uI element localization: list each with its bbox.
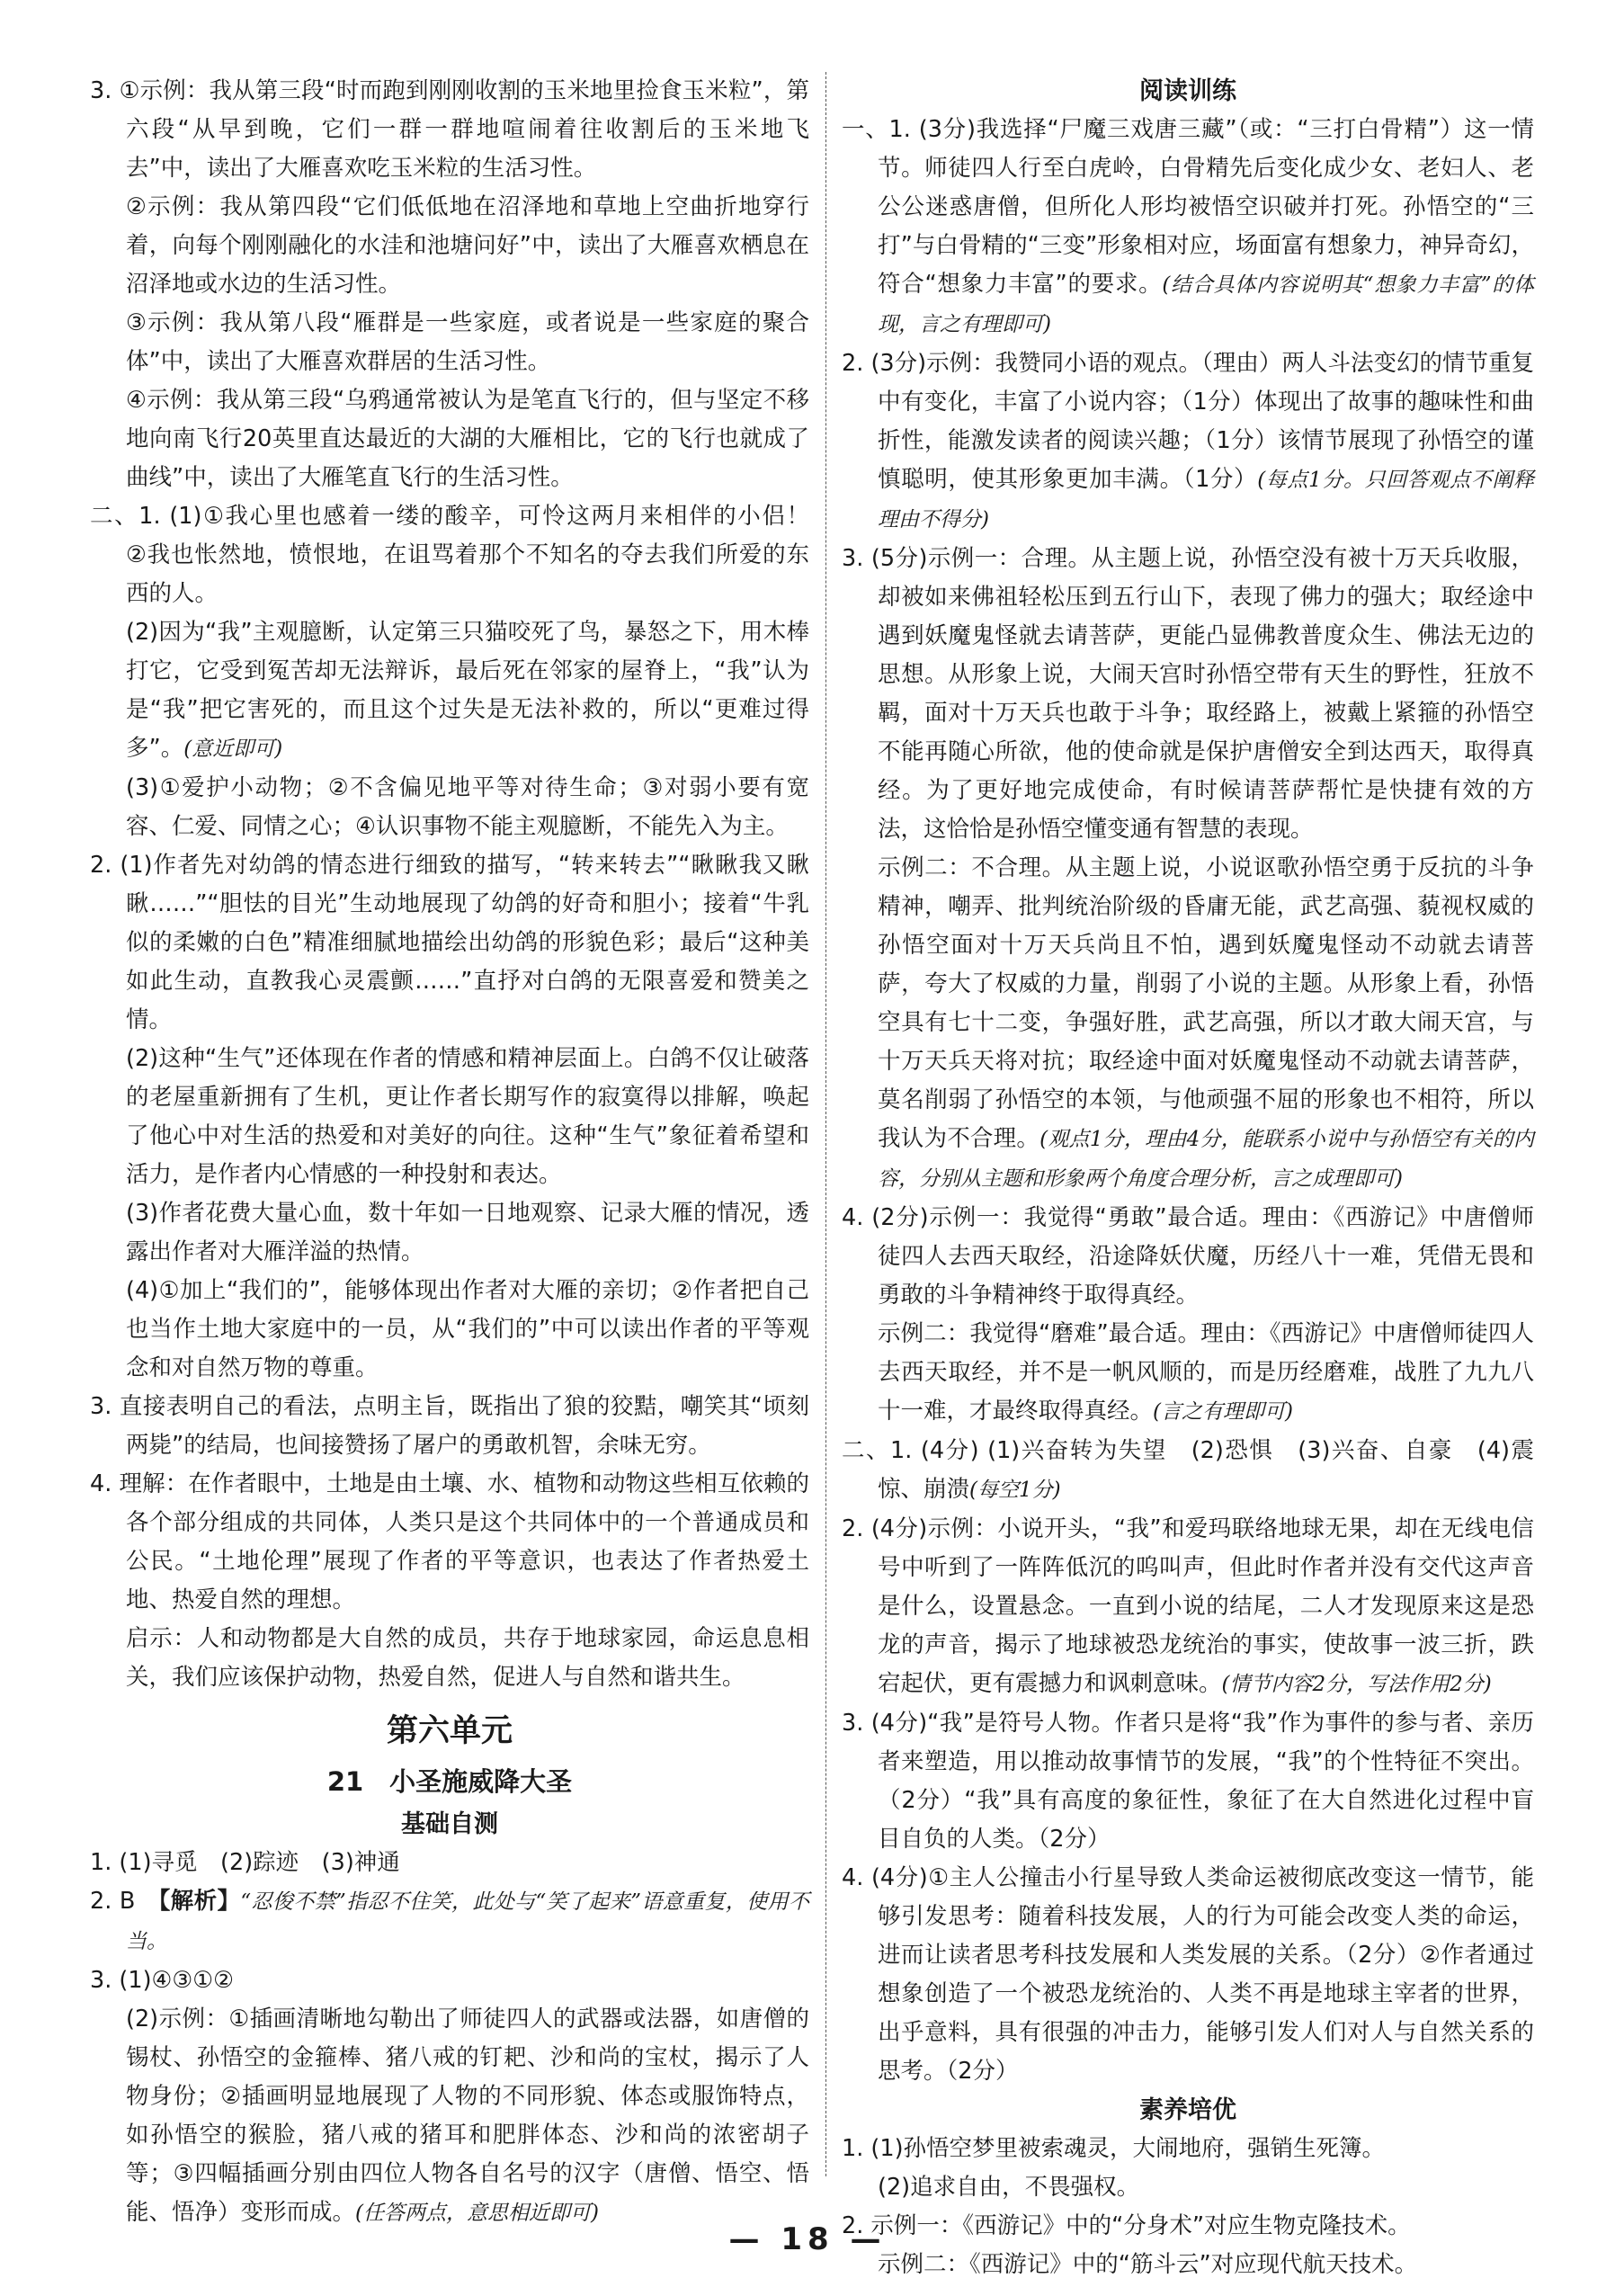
answer-paragraph xyxy=(90,613,809,769)
answer-paragraph xyxy=(90,188,809,304)
answer-paragraph xyxy=(90,1882,809,1961)
answer-paragraph xyxy=(90,2000,809,2233)
answer-text: 3. 直接表明自己的看法，点明主旨，既指出了狼的狡黠，嘲笑其“顷刻两毙”的结局，也间接赞扬了屠户的勇敢机智，余味无穷。 xyxy=(90,1393,809,1459)
scoring-note: (每点1分。只回答观点不阐释理由不得分) xyxy=(878,469,1535,532)
unit-title: 第六单元 xyxy=(386,1713,513,1749)
answer-paragraph xyxy=(90,846,809,1040)
answer-text: 示例二：我觉得“磨难”最合适。理由：《西游记》中唐僧师徒四人去西天取经，并不是一帆风顺的，而是历经磨难，战胜了九九八十一难，才最终取得真经。 xyxy=(878,1320,1534,1425)
column-divider xyxy=(825,72,826,2176)
scoring-note: (言之有理即可) xyxy=(1153,1400,1293,1424)
answer-paragraph xyxy=(90,381,809,497)
answer-text: 4. 理解：在作者眼中，土地是由土壤、水、植物和动物这些相互依赖的各个部分组成的共同体，人类只是这个共同体中的一个普通成员和公民。“土地伦理”展现了作者的平等意识，也表达了作者热爱土地、热爱自然的理想。 xyxy=(90,1470,809,1613)
answer-paragraph xyxy=(90,1040,809,1194)
answer-text: ③示例：我从第八段“雁群是一些家庭，或者说是一些家庭的聚合体”中，读出了大雁喜欢群居的生活习性。 xyxy=(126,309,809,375)
answer-text: 示例二：《西游记》中的“筋斗云”对应现代航天技术。 xyxy=(878,2251,1418,2278)
basic-answer-list xyxy=(90,1844,809,2233)
answer-text: (3)①爱护小动物；②不含偏见地平等对待生命；③对弱小要有宽容、仁爱、同情之心；④认识事物不能主观臆断，不能先入为主。 xyxy=(126,774,809,840)
scoring-note: (任答两点，意思相近即可) xyxy=(355,2202,599,2225)
left-column xyxy=(90,72,833,2233)
right-column xyxy=(842,72,1534,2284)
scoring-note: (观点1分，理由4分，能联系小说中与孙悟空有关的内容，分别从主题和形象两个角度合理分析，言之成理即可) xyxy=(878,1128,1534,1191)
answer-paragraph xyxy=(90,497,833,613)
answer-paragraph xyxy=(90,1620,809,1697)
answer-paragraph xyxy=(842,2130,1534,2168)
answer-paragraph xyxy=(90,1388,809,1465)
answer-text: 3. (5分)示例一：合理。从主题上说，孙悟空没有被十万天兵收服，却被如来佛祖轻松压到五行山下，表现了佛力的强大；取经途中遇到妖魔鬼怪就去请菩萨，更能凸显佛教普度众生、佛法无边的思想。从形象上说，大闹天宫时孙悟空带有天生的野性，狂放不羁，面对十万天兵也敢于斗争；取经路上，被戴上紧箍的孙悟空不能再随心所欲，他的使命就是保护唐僧安全到达西天，取得真经。为了更好地完成使命，有时候请菩萨帮忙是快捷有效的方法，这恰恰是孙悟空懂变通有智慧的表现。 xyxy=(842,545,1534,843)
answer-text: 启示：人和动物都是大自然的成员，共存于地球家园，命运息息相关，我们应该保护动物，热爱自然，促进人与自然和谐共生。 xyxy=(126,1625,809,1691)
answer-text: 1. (1)孙悟空梦里被索魂灵，大闹地府，强销生死簿。 xyxy=(842,2135,1386,2162)
answer-text: ④示例：我从第三段“乌鸦通常被认为是笔直飞行的，但与坚定不移地向南飞行20英里直达最近的大湖的大雁相比，它的飞行也就成了曲线”中，读出了大雁笔直飞行的生活习性。 xyxy=(126,387,809,491)
answer-text: (2)追求自由，不畏强权。 xyxy=(878,2174,1140,2201)
page-number: — 18 — xyxy=(728,2221,887,2257)
answer-paragraph xyxy=(90,1465,809,1620)
reading-answer-list xyxy=(842,111,1534,2091)
answer-text: 二、1. (1)①我心里也感着一缕的酸辛，可怜这两月来相伴的小侣！ ②我也怅然地，愤恨地，在诅骂着那个不知名的夺去我们所爱的东西的人。 xyxy=(90,503,833,607)
answer-text: 2. (3分)示例：我赞同小语的观点。（理由）两人斗法变幻的情节重复中有变化，丰富了小说内容；（1分）体现出了故事的趣味性和曲折性，能激发读者的阅读兴趣；（1分）该情节展现了孙悟空的谨慎聪明，使其形象更加丰满。（1分） xyxy=(842,350,1534,493)
analysis-tag: 【解析】 xyxy=(158,1888,241,1915)
answer-paragraph xyxy=(842,1510,1534,1704)
answer-text: (3)作者花费大量心血，数十年如一日地观察、记录大雁的情况，透露出作者对大雁洋溢的热情。 xyxy=(126,1200,809,1265)
scoring-note: (情节内容2分，写法作用2分) xyxy=(1221,1673,1492,1696)
answer-paragraph xyxy=(90,304,809,381)
answer-paragraph xyxy=(842,1859,1534,2091)
answer-paragraph xyxy=(842,849,1534,1199)
answer-text: ②示例：我从第四段“它们低低地在沼泽地和草地上空曲折地穿行着，向每个刚刚融化的水洼和池塘问好”中，读出了大雁喜欢栖息在沼泽地或水边的生活习性。 xyxy=(126,193,809,298)
answer-text: 3. (1)④③①② xyxy=(90,1967,234,1994)
answer-text: 1. (1)寻觅 (2)踪迹 (3)神通 xyxy=(90,1849,400,1876)
answer-text: 3. ①示例：我从第三段“时而跑到刚刚收割的玉米地里捡食玉米粒”，第六段“从早到晚，它们一群一群地喧闹着往收割后的玉米地飞去”中，读出了大雁喜欢吃玉米粒的生活习性。 xyxy=(90,77,809,182)
answer-paragraph xyxy=(842,1704,1534,1859)
answer-text: 示例二：不合理。从主题上说，小说讴歌孙悟空勇于反抗的斗争精神，嘲弄、批判统治阶级的昏庸无能，武艺高强、藐视权威的孙悟空面对十万天兵尚且不怕，遇到妖魔鬼怪动不动就去请菩萨，夸大了权威的力量，削弱了小说的主题。从形象上看，孙悟空具有七十二变，争强好胜，武艺高强，所以才敢大闹天宫，与十万天兵天将对抗；取经途中面对妖魔鬼怪动不动就去请菩萨，莫名削弱了孙悟空的本领，与他顽强不屈的形象也不相符，所以我认为不合理。 xyxy=(878,854,1534,1152)
answer-paragraph xyxy=(90,1194,809,1272)
lesson-title: 21 小圣施威降大圣 xyxy=(326,1766,573,1797)
scoring-note: “忍俊不禁”指忍不住笑，此处与“笑了起来”语意重复，使用不当。 xyxy=(126,1890,809,1953)
answer-paragraph xyxy=(842,344,1534,540)
answer-text: 4. (4分)①主人公撞击小行星导致人类命运被彻底改变这一情节，能够引发思考：随着科技发展，人的行为可能会改变人类的命运，进而让读者思考科技发展和人类发展的关系。（2分）②作者通过想象创造了一个被恐龙统治的、人类不再是地球主宰者的世界，出乎意料，具有很强的冲击力，能够引发人们对人与自然关系的思考。（2分） xyxy=(842,1864,1534,2085)
answer-text: 2. (4分)示例：小说开头，“我”和爱玛联络地球无果，却在无线电信号中听到了一阵阵低沉的呜叫声，但此时作者并没有交代这声音是什么，设置悬念。一直到小说的结尾，二人才发现原来这是恐龙的声音，揭示了地球被恐龙统治的事实，使故事一波三折，跌宕起伏，更有震撼力和讽刺意味。 xyxy=(842,1515,1534,1697)
answer-paragraph xyxy=(842,1315,1534,1432)
answer-text: 4. (2分)示例一：我觉得“勇敢”最合适。理由：《西游记》中唐僧师徒四人去西天取经，沿途降妖伏魔，历经八十一难，凭借无畏和勇敢的斗争精神终于取得真经。 xyxy=(842,1204,1534,1309)
answer-paragraph xyxy=(90,1844,809,1882)
answer-paragraph xyxy=(842,2168,1534,2207)
answer-paragraph xyxy=(90,769,809,846)
answer-text: 2. B xyxy=(90,1888,159,1915)
answer-text: 3. (4分)“我”是符号人物。作者只是将“我”作为事件的参与者、亲历者来塑造，用以推动故事情节的发展，“我”的个性特征不突出。（2分）“我”具有高度的象征性，象征了在大自然进化过程中盲目自负的人类。（2分） xyxy=(842,1710,1534,1853)
quality-answer-list xyxy=(842,2130,1534,2284)
answer-paragraph xyxy=(90,1961,809,2000)
scoring-note: (每空1分) xyxy=(969,1479,1061,1502)
answer-text: 2. (1)作者先对幼鸽的情态进行细致的描写，“转来转去”“瞅瞅我又瞅瞅……”“胆怯的目光”生动地展现了幼鸽的好奇和胆小；接着“牛乳似的柔嫩的白色”精准细腻地描绘出幼鸽的形貌色彩；最后“这种美如此生动，直教我心灵震颤……”直抒对白鸽的无限喜爱和赞美之情。 xyxy=(90,852,809,1033)
basic-section-title: 基础自测 xyxy=(401,1810,498,1838)
answer-paragraph xyxy=(90,72,809,188)
answer-text: 二、1. (4分) (1)兴奋转为失望 (2)恐惧 (3)兴奋、自豪 (4)震惊、崩溃 xyxy=(842,1437,1534,1503)
answer-paragraph xyxy=(842,540,1534,849)
answer-paragraph xyxy=(842,111,1534,344)
answer-paragraph xyxy=(90,1272,809,1388)
answer-text: 一、1. (3分)我选择“尸魔三戏唐三藏”（或：“三打白骨精”）这一情节。师徒四人行至白虎岭，白骨精先后变化成少女、老妇人、老公公迷惑唐僧，但所化人形均被悟空识破并打死。孙悟空的“三打”与白骨精的“三变”形象相对应，场面富有想象力，神异奇幻，符合“想象力丰富”的要求。 xyxy=(842,116,1534,298)
answer-text: (2)示例：①插画清晰地勾勒出了师徒四人的武器或法器，如唐僧的锡杖、孙悟空的金箍棒、猪八戒的钉耙、沙和尚的宝杖，揭示了人物身份；②插画明显地展现了人物的不同形貌、体态或服饰特点，如孙悟空的猴脸，猪八戒的猪耳和肥胖体态、沙和尚的浓密胡子等；③四幅插画分别由四位人物各自名号的汉字（唐僧、悟空、悟能、悟净）变形而成。 xyxy=(126,2006,809,2226)
answer-text: (4)①加上“我们的”，能够体现出作者对大雁的亲切；②作者把自己也当作土地大家庭中的一员，从“我们的”中可以读出作者的平等观念和对自然万物的尊重。 xyxy=(126,1277,809,1381)
answer-text: 2. 示例一：《西游记》中的“分身术”对应生物克隆技术。 xyxy=(842,2212,1411,2239)
left-answer-list xyxy=(90,72,833,1697)
scoring-note: (结合具体内容说明其“想象力丰富”的体现，言之有理即可) xyxy=(878,273,1534,336)
answer-paragraph xyxy=(842,1432,1534,1510)
scoring-note: (意近即可) xyxy=(183,737,283,761)
answer-text: (2)这种“生气”还体现在作者的情感和精神层面上。白鸽不仅让破落的老屋重新拥有了生机，更让作者长期写作的寂寞得以排解，唤起了他心中对生活的热爱和对美好的向往。这种“生气”象征着希望和活力，是作者内心情感的一种投射和表达。 xyxy=(126,1045,809,1188)
quality-section-title: 素养培优 xyxy=(1139,2096,1236,2124)
answer-text: (2)因为“我”主观臆断，认定第三只猫咬死了鸟，暴怒之下，用木棒打它，它受到冤苦却无法辩诉，最后死在邻家的屋脊上，“我”认为是“我”把它害死的，而且这个过失是无法补救的，所以“更难过得多”。 xyxy=(126,619,809,762)
reading-section-title: 阅读训练 xyxy=(1139,77,1236,105)
answer-paragraph xyxy=(842,1199,1534,1315)
